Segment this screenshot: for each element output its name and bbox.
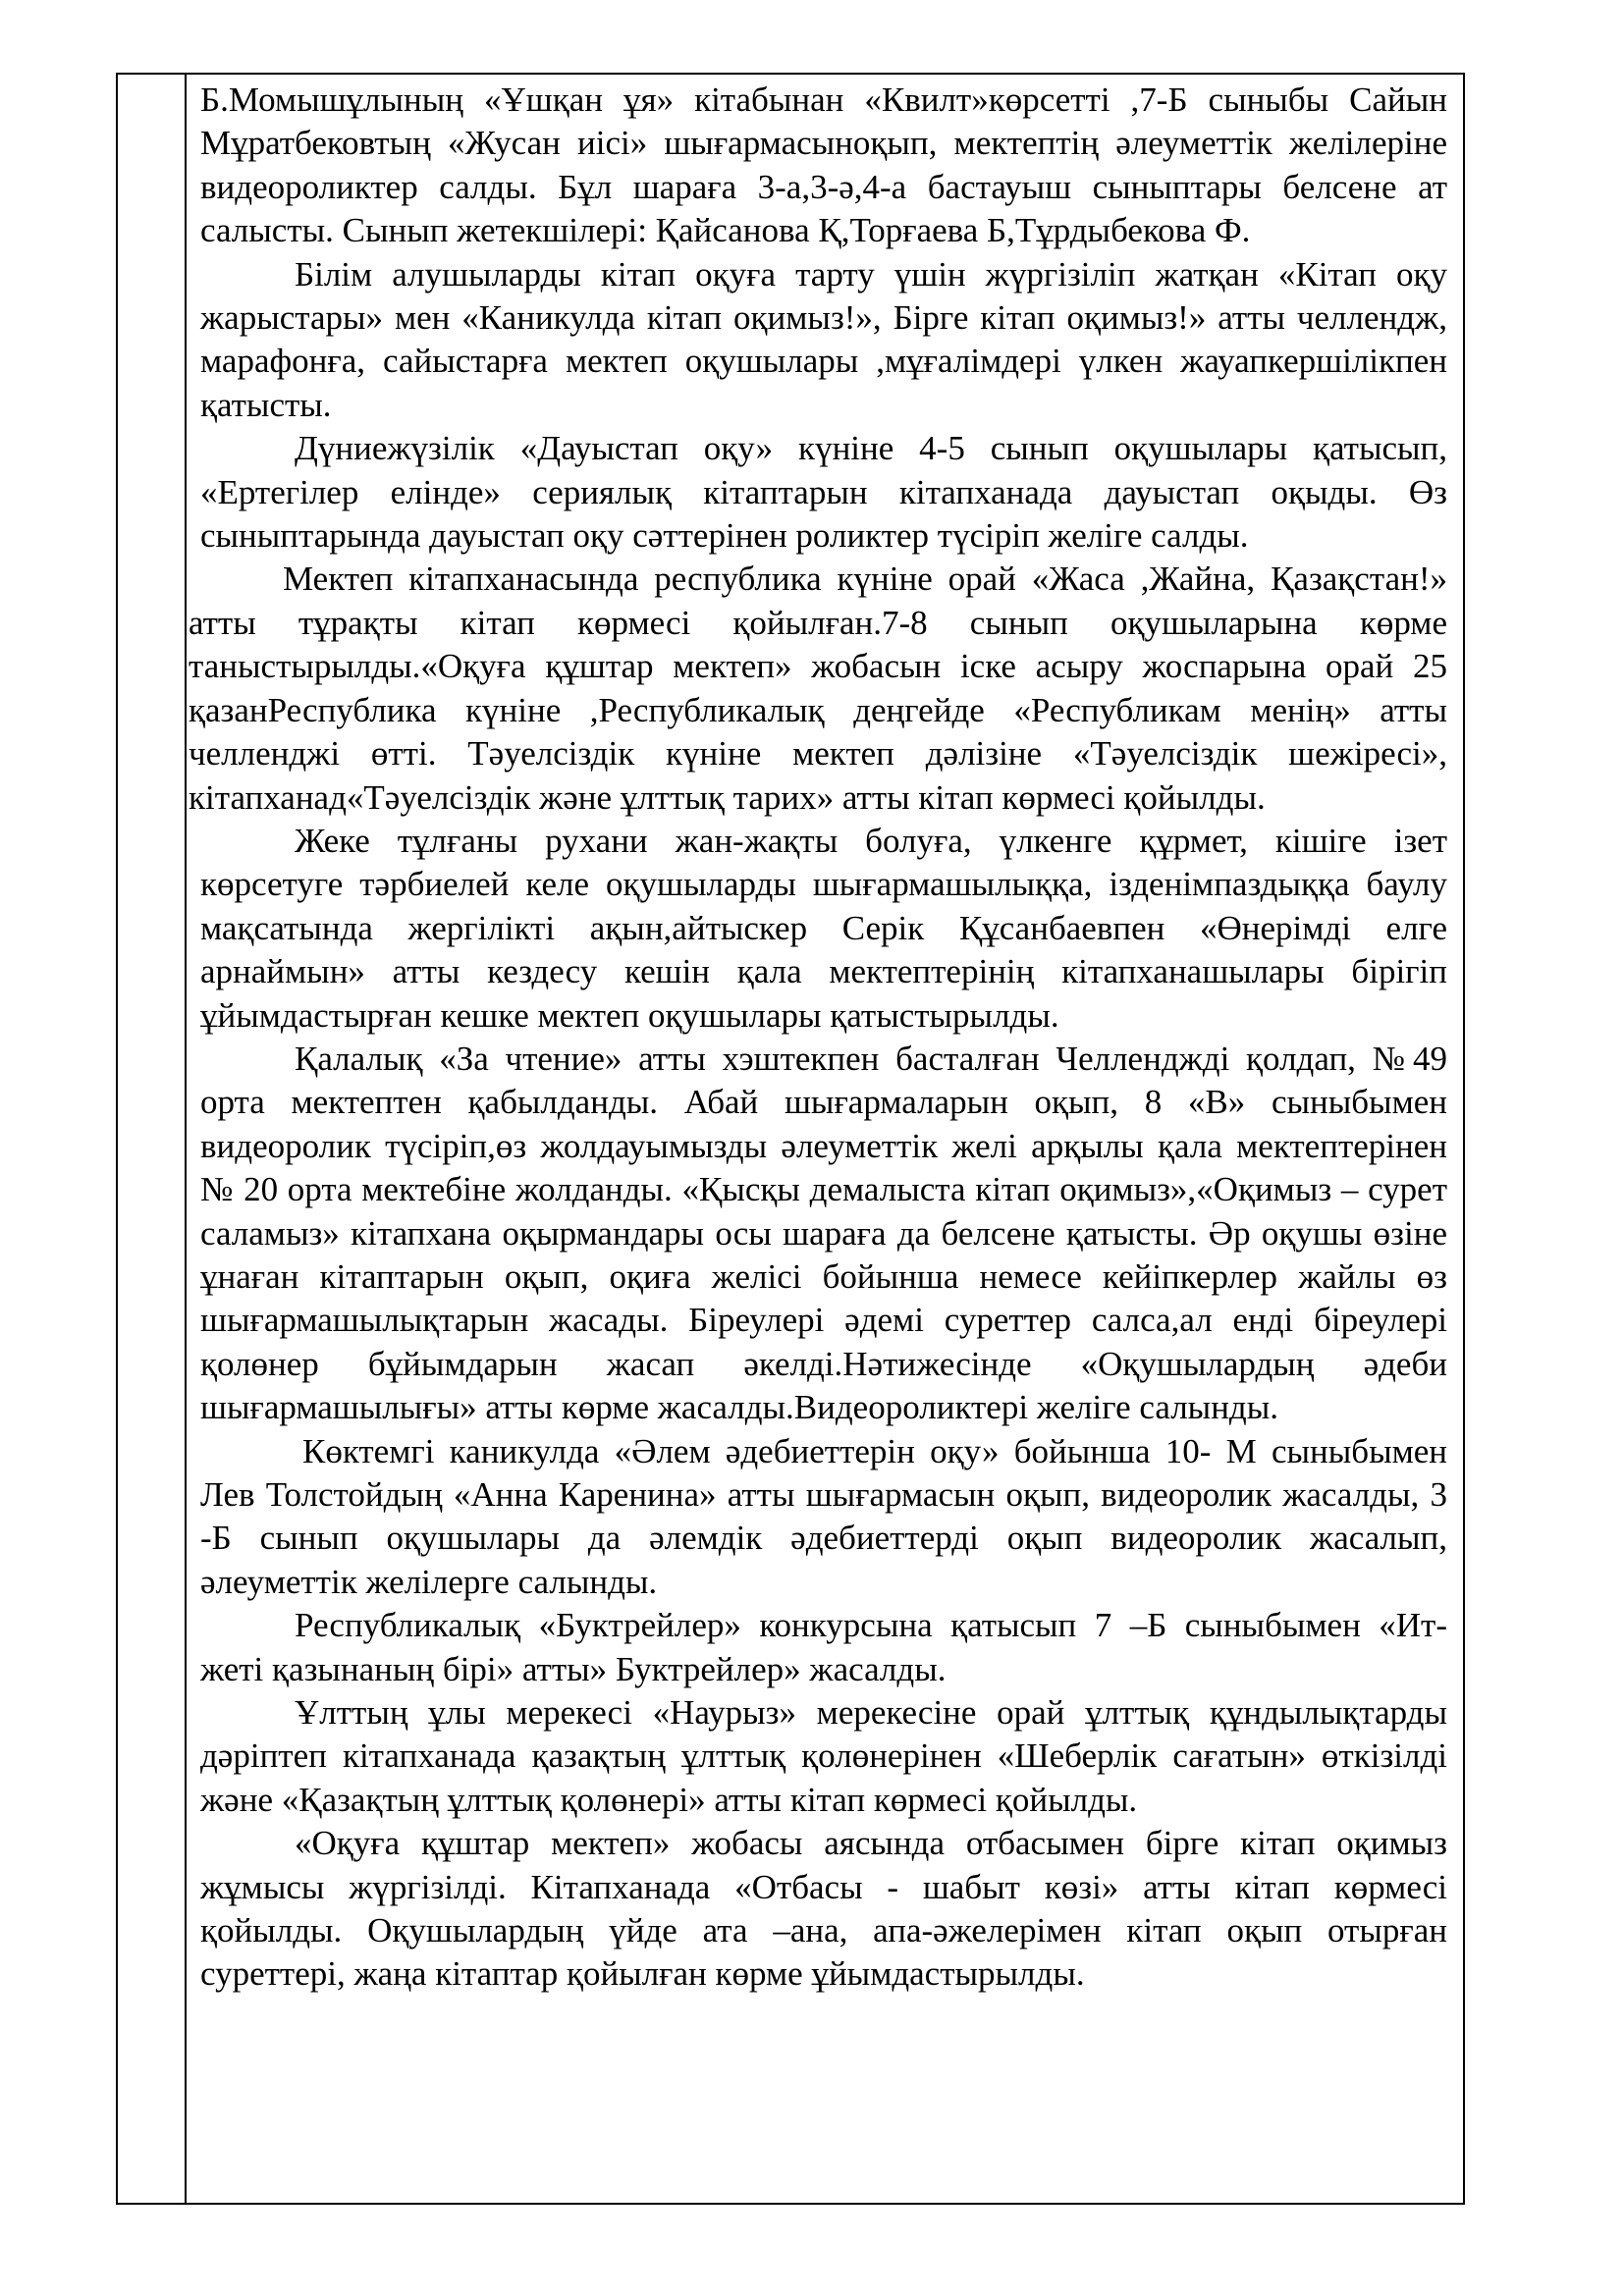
paragraph-10: «Оқуға құштар мектеп» жобасы аясында отбасымен бірге кітап оқимыз жұмысы жүргізілді. Кітапханада «Отбасы - шабыт көзі» атты кітап көрмесі қойылды. Оқушылардың үйде ата –ана, апа-әжелерімен кітап оқып отырған суреттері, жаңа кітаптар қойылған көрме ұйымдастырылды. [200, 1824, 1447, 1994]
paragraph-5: Жеке тұлғаны рухани жан-жақты болуға, үлкенге құрмет, кішіге ізет көрсетуге тәрбиелей келе оқушыларды шығармашылыққа, ізденімпаздыққа баулу мақсатында жергілікті ақын,айтыскер Серік Құсанбаевпен «Өнерімді елге арнаймын» атты кездесу кешін қала мектептерінің кітапханашылары бірігіп ұйымдастырған кешке мектеп оқушылары қатыстырылды. [200, 821, 1447, 1035]
paragraph-2: Білім алушыларды кітап оқуға тарту үшін жүргізіліп жатқан «Кітап оқу жарыстары» мен «Каникулда кітап оқимыз!», Бірге кітап оқимыз!» атты челлендж, марафонға, сайыстарға мектеп оқушылары ,мұғалімдері үлкен жауапкершілікпен қатысты. [200, 254, 1447, 424]
paragraph-9: Ұлттың ұлы мерекесі «Наурыз» мерекесіне орай ұлттық құндылықтарды дәріптеп кітапханада қазақтың ұлттық қолөнерінен «Шеберлік сағатын» өткізілді және «Қазақтың ұлттық қолөнері» атты кітап көрмесі қойылды. [200, 1693, 1447, 1819]
paragraph-6: Қалалық «За чтение» атты хэштекпен басталған Челленджді қолдап, №49 орта мектептен қабылданды. Абай шығармаларын оқып, 8 «В» сыныбымен видеоролик түсіріп,өз жолдауымызды әлеуметтік желі арқылы қала мектептерінен № 20 орта мектебіне жолданды. «Қысқы демалыста кітап оқимыз»,«Оқимыз – сурет саламыз» кітапхана оқырмандары осы шараға да белсене қатысты. Әр оқушы өзіне ұнаған кітаптарын оқып, оқиға желісі бойынша немесе кейіпкерлер жайлы өз шығармашылықтарын жасады. Біреулері әдемі суреттер салса,ал енді біреулері қолөнер бұйымдарын жасап әкелді.Нәтижесінде «Оқушылардың әдеби шығармашылығы» атты көрме жасалды.Видеороликтері желіге салынды. [200, 1039, 1447, 1427]
paragraph-4: Мектеп кітапханасында республика күніне орай «Жаса ,Жайна, Қазақстан!» атты тұрақты кітап көрмесі қойылған.7-8 сынып оқушыларына көрме таныстырылды.«Оқуға құштар мектеп» жобасын іске асыру жоспарына орай 25 қазанРеспублика күніне ,Республикалық деңгейде «Республикам менің» атты челленджі өтті. Тәуелсіздік күніне мектеп дәлізіне «Тәуелсіздік шежіресі», кітапханад«Тәуелсіздік және ұлттық тарих» атты кітап көрмесі қойылды. [189, 560, 1447, 817]
paragraph-7: Көктемгі каникулда «Әлем әдебиеттерін оқу» бойынша 10- М сыныбымен Лев Толстойдың «Анна Каренина» атты шығармасын оқып, видеоролик жасалды, 3 -Б сынып оқушылары да әлемдік әдебиеттерді оқып видеоролик жасалып, әлеуметтік желілерге салынды. [200, 1431, 1447, 1601]
document-body [189, 79, 1447, 1997]
paragraph-3: Дүниежүзілік «Дауыстап оқу» күніне 4-5 сынып оқушылары қатысып, «Ертегілер елінде» сериялық кітаптарын кітапханада дауыстап оқыды. Өз сыныптарында дауыстап оқу сәттерінен роликтер түсіріп желіге салды. [200, 429, 1447, 556]
paragraph-8: Республикалық «Буктрейлер» конкурсына қатысып 7 –Б сыныбымен «Ит- жеті қазынаның бірі» атты» Буктрейлер» жасалды. [200, 1606, 1447, 1688]
table-column-divider [185, 73, 187, 2205]
paragraph-1: Б.Момышұлының «Ұшқан ұя» кітабынан «Квилт»көрсетті ,7-Б сыныбы Сайын Мұратбековтың «Жусан иісі» шығармасыноқып, мектептің әлеуметтік желілеріне видеороликтер салды. Бұл шараға 3-а,3-ә,4-а бастауыш сыныптары белсене ат салысты. Сынып жетекшілері: Қайсанова Қ,Торғаева Б,Тұрдыбекова Ф. [200, 80, 1447, 250]
